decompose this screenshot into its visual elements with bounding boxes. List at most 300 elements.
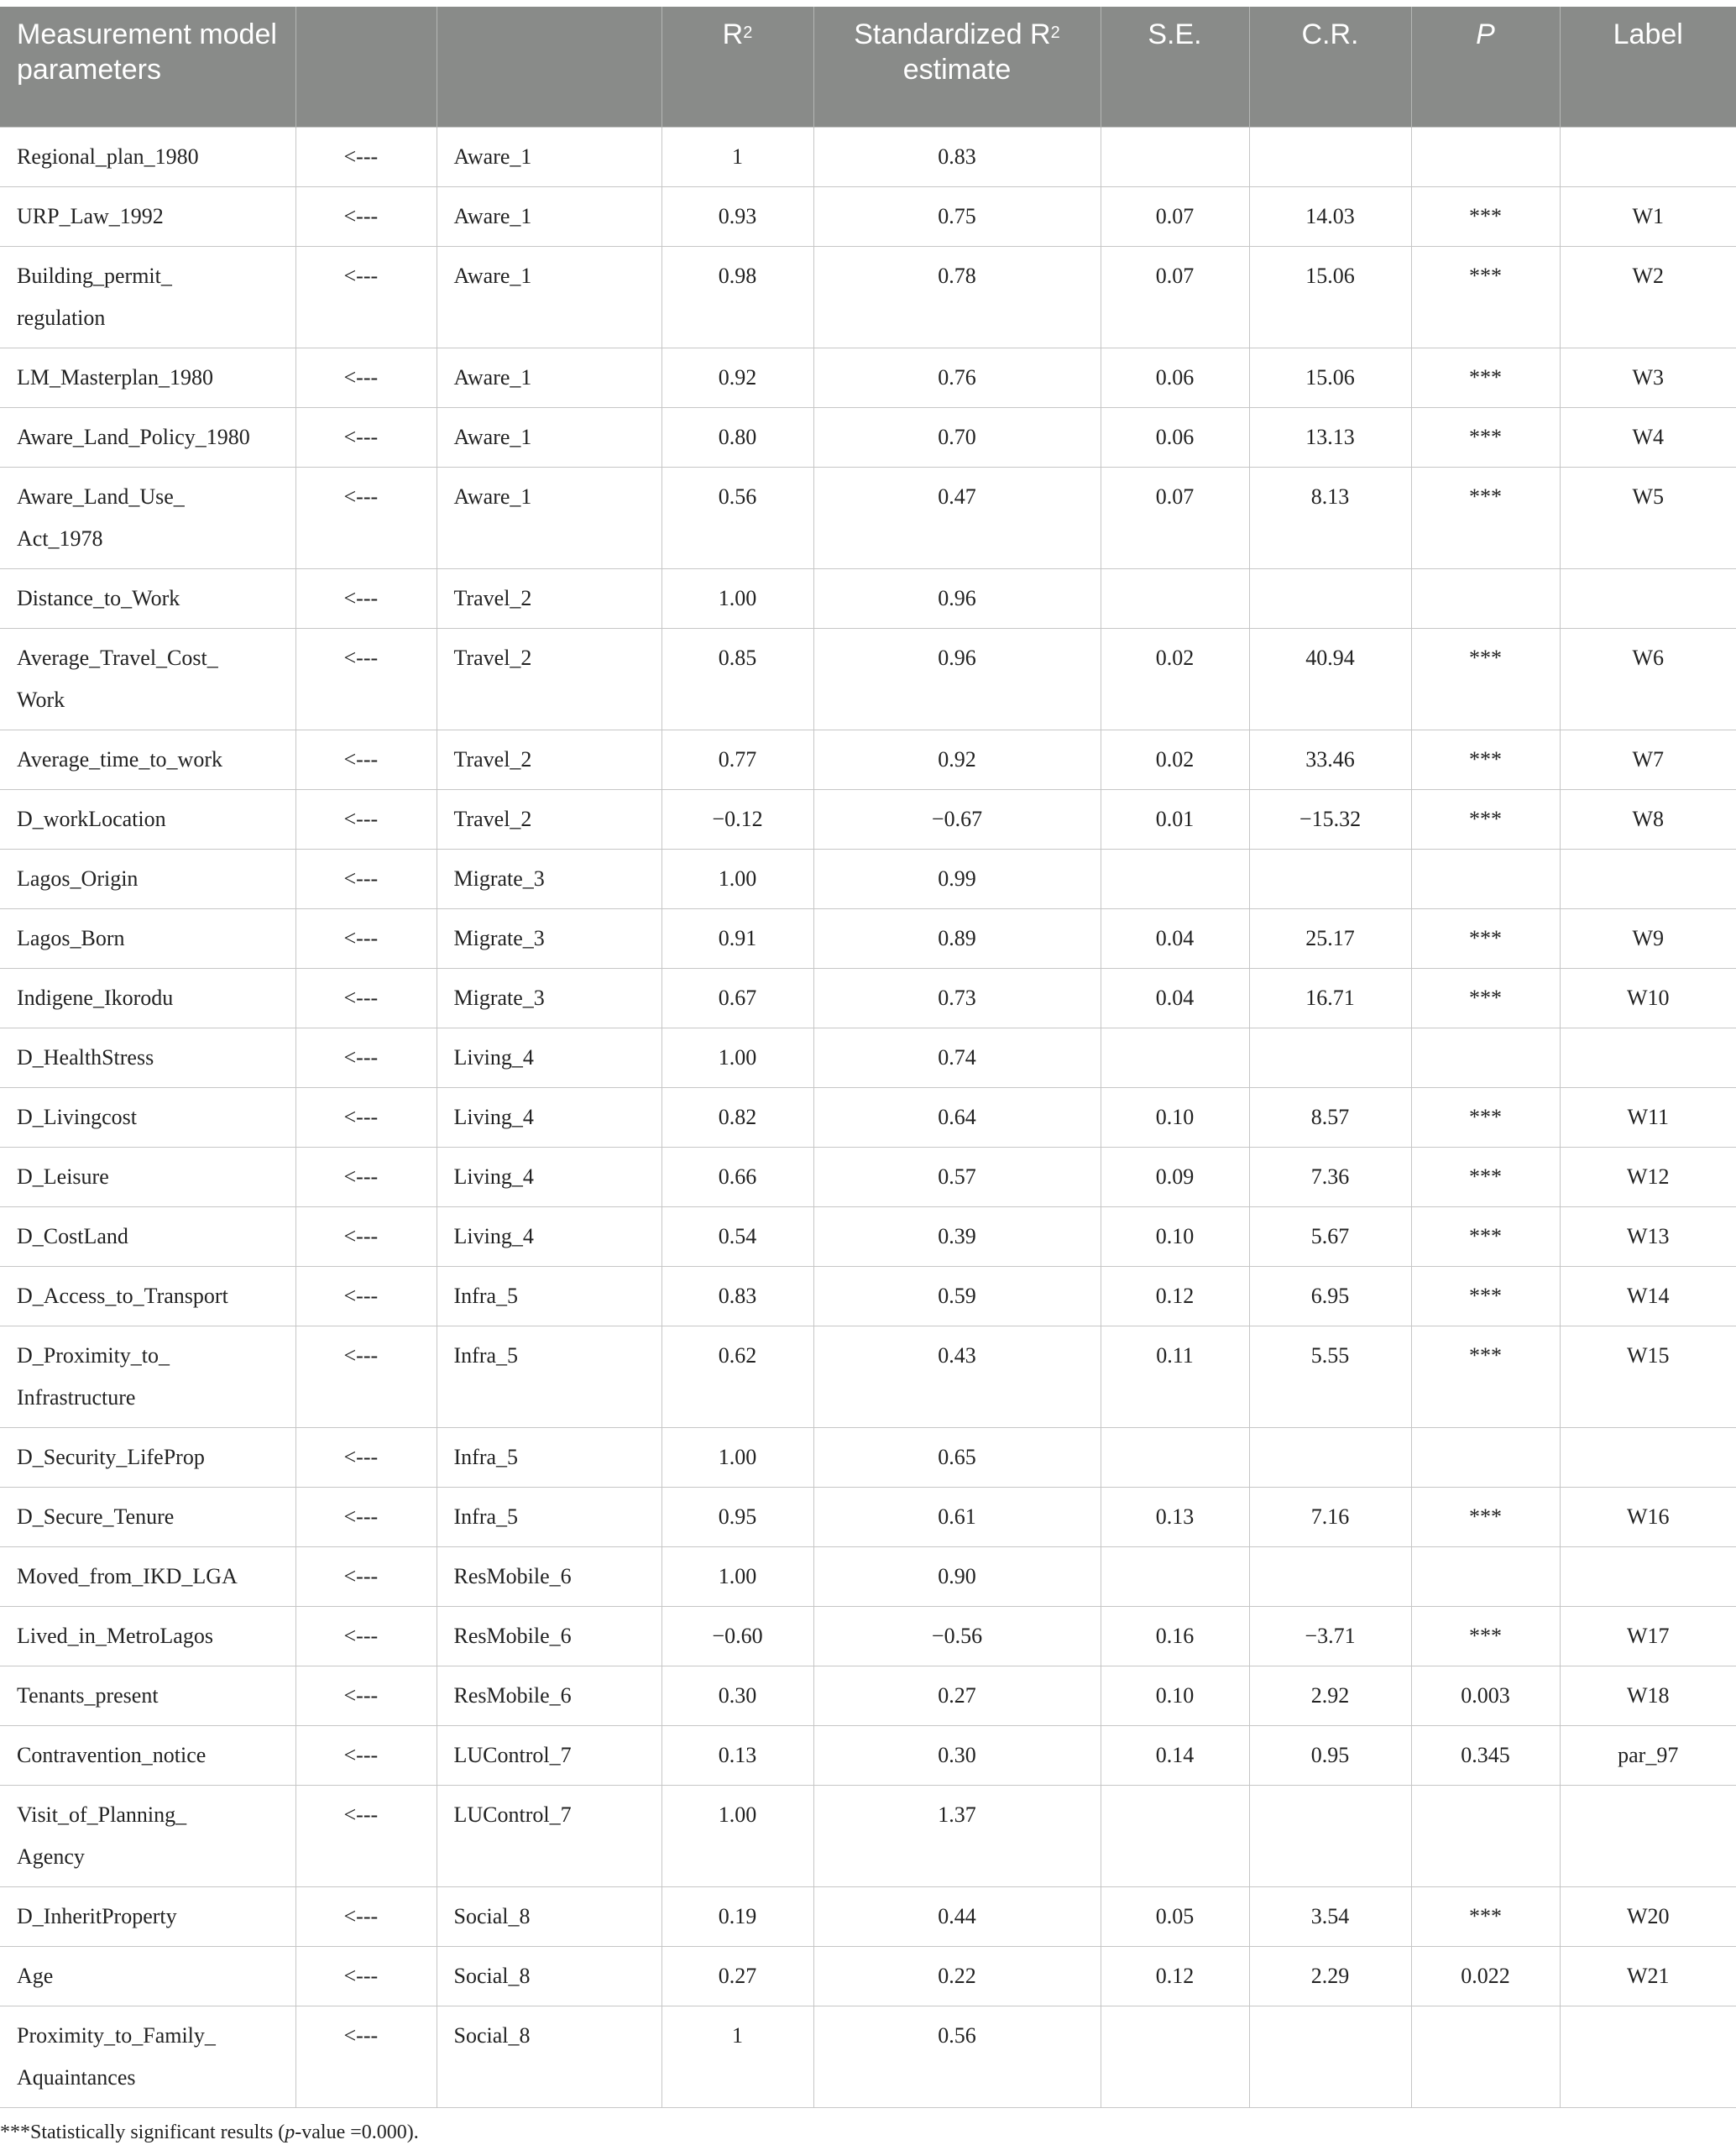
table-row — [0, 1206, 1736, 1266]
cell-factor: Infra_5 — [437, 1487, 661, 1546]
cell-arrow: <--- — [295, 568, 437, 628]
cell-se: 0.12 — [1101, 1266, 1249, 1326]
cell-r2: 0.27 — [661, 1946, 813, 2006]
header-r2-superscript: 2 — [743, 24, 753, 42]
cell-parameter: D_HealthStress — [0, 1028, 295, 1087]
cell-standardized-estimate: 0.22 — [813, 1946, 1101, 2006]
cell-standardized-estimate: 0.96 — [813, 568, 1101, 628]
cell-standardized-estimate: 0.57 — [813, 1147, 1101, 1206]
cell-standardized-estimate: −0.67 — [813, 789, 1101, 849]
cell-arrow: <--- — [295, 849, 437, 908]
cell-parameter: Moved_from_IKD_LGA — [0, 1546, 295, 1606]
cell-cr: 2.29 — [1249, 1946, 1411, 2006]
cell-label: W2 — [1560, 246, 1736, 348]
cell-r2: 0.82 — [661, 1087, 813, 1147]
cell-p — [1411, 1785, 1560, 1886]
cell-factor: Infra_5 — [437, 1326, 661, 1427]
cell-r2: 0.56 — [661, 467, 813, 568]
table-row — [0, 2006, 1736, 2107]
table-row — [0, 789, 1736, 849]
header-arrow — [295, 7, 437, 127]
cell-p: *** — [1411, 968, 1560, 1028]
table-row — [0, 730, 1736, 789]
cell-label: W6 — [1560, 628, 1736, 730]
cell-standardized-estimate: 0.65 — [813, 1427, 1101, 1487]
cell-se — [1101, 1427, 1249, 1487]
table-row — [0, 186, 1736, 246]
cell-p: *** — [1411, 730, 1560, 789]
cell-cr: 16.71 — [1249, 968, 1411, 1028]
cell-factor: Aware_1 — [437, 407, 661, 467]
cell-se — [1101, 849, 1249, 908]
table-row — [0, 1606, 1736, 1666]
cell-p: *** — [1411, 1147, 1560, 1206]
cell-factor: Migrate_3 — [437, 908, 661, 968]
cell-se: 0.10 — [1101, 1666, 1249, 1725]
cell-arrow: <--- — [295, 2006, 437, 2107]
cell-r2: 0.85 — [661, 628, 813, 730]
cell-parameter: D_Access_to_Transport — [0, 1266, 295, 1326]
table-row — [0, 1785, 1736, 1886]
cell-se: 0.05 — [1101, 1886, 1249, 1946]
cell-label — [1560, 2006, 1736, 2107]
table-body — [0, 127, 1736, 2107]
cell-r2: −0.60 — [661, 1606, 813, 1666]
table-row — [0, 1087, 1736, 1147]
cell-label: W15 — [1560, 1326, 1736, 1427]
cell-parameter: D_InheritProperty — [0, 1886, 295, 1946]
cell-arrow: <--- — [295, 246, 437, 348]
cell-r2: 0.54 — [661, 1206, 813, 1266]
cell-label: W9 — [1560, 908, 1736, 968]
cell-factor: Social_8 — [437, 2006, 661, 2107]
cell-label: W5 — [1560, 467, 1736, 568]
cell-r2: 0.91 — [661, 908, 813, 968]
cell-se: 0.07 — [1101, 246, 1249, 348]
cell-standardized-estimate: 0.59 — [813, 1266, 1101, 1326]
cell-r2: 0.62 — [661, 1326, 813, 1427]
cell-p: *** — [1411, 1266, 1560, 1326]
cell-p: *** — [1411, 789, 1560, 849]
table-row — [0, 127, 1736, 186]
header-se: S.E. — [1101, 7, 1249, 127]
cell-se: 0.01 — [1101, 789, 1249, 849]
cell-parameter: Aware_Land_Use_ Act_1978 — [0, 467, 295, 568]
cell-label — [1560, 127, 1736, 186]
cell-cr: 6.95 — [1249, 1266, 1411, 1326]
cell-r2: 1.00 — [661, 1427, 813, 1487]
table-row — [0, 568, 1736, 628]
cell-parameter: LM_Masterplan_1980 — [0, 348, 295, 407]
cell-cr: 3.54 — [1249, 1886, 1411, 1946]
table-row — [0, 246, 1736, 348]
cell-arrow: <--- — [295, 1427, 437, 1487]
cell-p — [1411, 849, 1560, 908]
cell-se: 0.10 — [1101, 1206, 1249, 1266]
cell-factor: Living_4 — [437, 1028, 661, 1087]
measurement-model-table — [0, 7, 1736, 2108]
cell-label: W4 — [1560, 407, 1736, 467]
cell-cr: 0.95 — [1249, 1725, 1411, 1785]
cell-arrow: <--- — [295, 1087, 437, 1147]
footnote-text-a: Statistically significant results ( — [30, 2121, 285, 2143]
cell-standardized-estimate: 0.44 — [813, 1886, 1101, 1946]
cell-arrow: <--- — [295, 1886, 437, 1946]
cell-se — [1101, 1546, 1249, 1606]
cell-factor: Travel_2 — [437, 568, 661, 628]
cell-parameter: Tenants_present — [0, 1666, 295, 1725]
cell-p: *** — [1411, 467, 1560, 568]
cell-factor: Travel_2 — [437, 628, 661, 730]
cell-factor: Migrate_3 — [437, 849, 661, 908]
cell-standardized-estimate: 0.96 — [813, 628, 1101, 730]
cell-arrow: <--- — [295, 1666, 437, 1725]
cell-r2: 1.00 — [661, 568, 813, 628]
cell-r2: 1.00 — [661, 1546, 813, 1606]
header-r2 — [661, 7, 813, 127]
cell-label: W20 — [1560, 1886, 1736, 1946]
cell-se: 0.13 — [1101, 1487, 1249, 1546]
cell-arrow: <--- — [295, 968, 437, 1028]
cell-standardized-estimate: 0.39 — [813, 1206, 1101, 1266]
cell-p: *** — [1411, 628, 1560, 730]
header-label: Label — [1560, 7, 1736, 127]
table-row — [0, 1725, 1736, 1785]
cell-standardized-estimate: 0.76 — [813, 348, 1101, 407]
cell-p — [1411, 127, 1560, 186]
header-p: P — [1411, 7, 1560, 127]
cell-factor: Living_4 — [437, 1087, 661, 1147]
cell-r2: 1.00 — [661, 1028, 813, 1087]
table-header — [0, 7, 1736, 127]
cell-standardized-estimate: 0.27 — [813, 1666, 1101, 1725]
cell-cr: 7.36 — [1249, 1147, 1411, 1206]
cell-p: *** — [1411, 186, 1560, 246]
table-row — [0, 628, 1736, 730]
cell-parameter: Lagos_Origin — [0, 849, 295, 908]
cell-r2: 1.00 — [661, 1785, 813, 1886]
header-factor — [437, 7, 661, 127]
cell-parameter: Proximity_to_Family_ Aquaintances — [0, 2006, 295, 2107]
header-cr: C.R. — [1249, 7, 1411, 127]
cell-p: 0.022 — [1411, 1946, 1560, 2006]
cell-standardized-estimate: 0.64 — [813, 1087, 1101, 1147]
cell-r2: 0.95 — [661, 1487, 813, 1546]
cell-parameter: Average_time_to_work — [0, 730, 295, 789]
cell-se — [1101, 2006, 1249, 2107]
cell-se — [1101, 1028, 1249, 1087]
cell-cr: 25.17 — [1249, 908, 1411, 968]
header-standardized-estimate — [813, 7, 1101, 127]
cell-se: 0.04 — [1101, 968, 1249, 1028]
cell-standardized-estimate: 0.78 — [813, 246, 1101, 348]
cell-arrow: <--- — [295, 348, 437, 407]
header-parameters: Measurement model parameters — [0, 7, 295, 127]
cell-standardized-estimate: 0.99 — [813, 849, 1101, 908]
cell-standardized-estimate: 0.83 — [813, 127, 1101, 186]
cell-parameter: D_Livingcost — [0, 1087, 295, 1147]
cell-se: 0.10 — [1101, 1087, 1249, 1147]
cell-parameter: Building_permit_ regulation — [0, 246, 295, 348]
cell-arrow: <--- — [295, 1546, 437, 1606]
cell-p — [1411, 568, 1560, 628]
cell-p: *** — [1411, 1087, 1560, 1147]
table-row — [0, 1487, 1736, 1546]
cell-r2: 0.77 — [661, 730, 813, 789]
table-row — [0, 849, 1736, 908]
cell-cr — [1249, 1028, 1411, 1087]
cell-label: par_97 — [1560, 1725, 1736, 1785]
cell-factor: Living_4 — [437, 1206, 661, 1266]
table-row — [0, 407, 1736, 467]
cell-parameter: URP_Law_1992 — [0, 186, 295, 246]
cell-standardized-estimate: 0.90 — [813, 1546, 1101, 1606]
cell-standardized-estimate: 0.56 — [813, 2006, 1101, 2107]
cell-p: *** — [1411, 246, 1560, 348]
cell-se: 0.16 — [1101, 1606, 1249, 1666]
cell-p: *** — [1411, 407, 1560, 467]
cell-p: *** — [1411, 1886, 1560, 1946]
cell-arrow: <--- — [295, 186, 437, 246]
cell-label: W3 — [1560, 348, 1736, 407]
table-row — [0, 1946, 1736, 2006]
cell-label: W18 — [1560, 1666, 1736, 1725]
cell-factor: ResMobile_6 — [437, 1546, 661, 1606]
cell-p: 0.345 — [1411, 1725, 1560, 1785]
cell-factor: Aware_1 — [437, 467, 661, 568]
cell-parameter: Age — [0, 1946, 295, 2006]
cell-cr: −15.32 — [1249, 789, 1411, 849]
cell-standardized-estimate: 0.92 — [813, 730, 1101, 789]
cell-se: 0.14 — [1101, 1725, 1249, 1785]
cell-arrow: <--- — [295, 1487, 437, 1546]
cell-arrow: <--- — [295, 628, 437, 730]
cell-factor: Aware_1 — [437, 186, 661, 246]
cell-p — [1411, 1427, 1560, 1487]
cell-se: 0.09 — [1101, 1147, 1249, 1206]
cell-p: 0.003 — [1411, 1666, 1560, 1725]
cell-standardized-estimate: 0.75 — [813, 186, 1101, 246]
table-row — [0, 1147, 1736, 1206]
cell-label: W12 — [1560, 1147, 1736, 1206]
cell-se: 0.11 — [1101, 1326, 1249, 1427]
cell-cr — [1249, 849, 1411, 908]
cell-cr: 14.03 — [1249, 186, 1411, 246]
cell-se: 0.07 — [1101, 467, 1249, 568]
cell-p — [1411, 1028, 1560, 1087]
cell-factor: Aware_1 — [437, 127, 661, 186]
header-r2-text: R — [722, 18, 744, 50]
table-container — [0, 7, 1736, 2145]
cell-p: *** — [1411, 348, 1560, 407]
table-row — [0, 467, 1736, 568]
table-row — [0, 1886, 1736, 1946]
cell-r2: 0.13 — [661, 1725, 813, 1785]
header-row — [0, 7, 1736, 127]
cell-factor: Social_8 — [437, 1886, 661, 1946]
cell-se: 0.12 — [1101, 1946, 1249, 2006]
cell-standardized-estimate: 0.89 — [813, 908, 1101, 968]
cell-parameter: Average_Travel_Cost_ Work — [0, 628, 295, 730]
cell-cr: 15.06 — [1249, 246, 1411, 348]
cell-r2: −0.12 — [661, 789, 813, 849]
cell-parameter: Contravention_notice — [0, 1725, 295, 1785]
cell-parameter: Aware_Land_Policy_1980 — [0, 407, 295, 467]
table-row — [0, 1546, 1736, 1606]
cell-label: W10 — [1560, 968, 1736, 1028]
cell-label: W8 — [1560, 789, 1736, 849]
cell-se: 0.02 — [1101, 730, 1249, 789]
header-std-line1: Standardized R — [854, 18, 1051, 50]
cell-factor: Living_4 — [437, 1147, 661, 1206]
cell-factor: Infra_5 — [437, 1266, 661, 1326]
cell-standardized-estimate: −0.56 — [813, 1606, 1101, 1666]
cell-se — [1101, 568, 1249, 628]
cell-p — [1411, 1546, 1560, 1606]
cell-cr — [1249, 568, 1411, 628]
cell-factor: ResMobile_6 — [437, 1666, 661, 1725]
cell-label: W14 — [1560, 1266, 1736, 1326]
cell-arrow: <--- — [295, 908, 437, 968]
cell-cr: 7.16 — [1249, 1487, 1411, 1546]
cell-cr: 33.46 — [1249, 730, 1411, 789]
cell-parameter: Distance_to_Work — [0, 568, 295, 628]
cell-arrow: <--- — [295, 1326, 437, 1427]
cell-factor: LUControl_7 — [437, 1785, 661, 1886]
cell-parameter: D_Security_LifeProp — [0, 1427, 295, 1487]
cell-parameter: D_Leisure — [0, 1147, 295, 1206]
cell-r2: 0.30 — [661, 1666, 813, 1725]
cell-arrow: <--- — [295, 1028, 437, 1087]
cell-label: W13 — [1560, 1206, 1736, 1266]
cell-cr: 2.92 — [1249, 1666, 1411, 1725]
cell-arrow: <--- — [295, 127, 437, 186]
cell-arrow: <--- — [295, 1606, 437, 1666]
cell-r2: 0.80 — [661, 407, 813, 467]
table-footnote — [0, 2108, 1736, 2145]
cell-arrow: <--- — [295, 1725, 437, 1785]
cell-label: W11 — [1560, 1087, 1736, 1147]
footnote-text-b: -value =0.000). — [295, 2121, 419, 2143]
table-row — [0, 1028, 1736, 1087]
cell-cr: 8.13 — [1249, 467, 1411, 568]
footnote-stars: *** — [0, 2121, 30, 2143]
cell-arrow: <--- — [295, 730, 437, 789]
cell-arrow: <--- — [295, 467, 437, 568]
cell-p: *** — [1411, 908, 1560, 968]
cell-parameter: Regional_plan_1980 — [0, 127, 295, 186]
cell-parameter: D_Secure_Tenure — [0, 1487, 295, 1546]
cell-label: W7 — [1560, 730, 1736, 789]
cell-arrow: <--- — [295, 1785, 437, 1886]
cell-standardized-estimate: 0.70 — [813, 407, 1101, 467]
cell-r2: 0.19 — [661, 1886, 813, 1946]
cell-p: *** — [1411, 1206, 1560, 1266]
cell-se: 0.07 — [1101, 186, 1249, 246]
cell-se — [1101, 127, 1249, 186]
cell-cr: 40.94 — [1249, 628, 1411, 730]
cell-parameter: D_CostLand — [0, 1206, 295, 1266]
cell-cr — [1249, 2006, 1411, 2107]
cell-factor: Aware_1 — [437, 246, 661, 348]
cell-parameter: D_workLocation — [0, 789, 295, 849]
cell-label — [1560, 1028, 1736, 1087]
cell-factor: Travel_2 — [437, 789, 661, 849]
cell-parameter: Indigene_Ikorodu — [0, 968, 295, 1028]
cell-label — [1560, 1785, 1736, 1886]
cell-standardized-estimate: 1.37 — [813, 1785, 1101, 1886]
cell-standardized-estimate: 0.74 — [813, 1028, 1101, 1087]
cell-label — [1560, 1546, 1736, 1606]
cell-se: 0.06 — [1101, 348, 1249, 407]
cell-cr — [1249, 1546, 1411, 1606]
cell-label: W17 — [1560, 1606, 1736, 1666]
cell-se: 0.06 — [1101, 407, 1249, 467]
cell-cr: 8.57 — [1249, 1087, 1411, 1147]
cell-parameter: Lagos_Born — [0, 908, 295, 968]
cell-r2: 0.83 — [661, 1266, 813, 1326]
cell-cr: 5.55 — [1249, 1326, 1411, 1427]
cell-cr: 13.13 — [1249, 407, 1411, 467]
cell-r2: 0.92 — [661, 348, 813, 407]
cell-p: *** — [1411, 1487, 1560, 1546]
cell-arrow: <--- — [295, 789, 437, 849]
cell-se: 0.04 — [1101, 908, 1249, 968]
cell-factor: Travel_2 — [437, 730, 661, 789]
cell-label — [1560, 568, 1736, 628]
cell-arrow: <--- — [295, 1946, 437, 2006]
cell-factor: ResMobile_6 — [437, 1606, 661, 1666]
cell-r2: 0.66 — [661, 1147, 813, 1206]
header-std-line2: estimate — [902, 54, 1012, 86]
cell-cr: 15.06 — [1249, 348, 1411, 407]
header-std-superscript: 2 — [1050, 24, 1060, 42]
table-row — [0, 1666, 1736, 1725]
cell-se — [1101, 1785, 1249, 1886]
cell-p: *** — [1411, 1606, 1560, 1666]
cell-parameter: Lived_in_MetroLagos — [0, 1606, 295, 1666]
cell-r2: 0.67 — [661, 968, 813, 1028]
cell-cr — [1249, 1427, 1411, 1487]
cell-se: 0.02 — [1101, 628, 1249, 730]
cell-standardized-estimate: 0.61 — [813, 1487, 1101, 1546]
cell-r2: 1 — [661, 2006, 813, 2107]
cell-p: *** — [1411, 1326, 1560, 1427]
cell-standardized-estimate: 0.47 — [813, 467, 1101, 568]
cell-r2: 0.98 — [661, 246, 813, 348]
cell-standardized-estimate: 0.43 — [813, 1326, 1101, 1427]
table-row — [0, 348, 1736, 407]
cell-factor: Migrate_3 — [437, 968, 661, 1028]
table-row — [0, 968, 1736, 1028]
cell-label: W1 — [1560, 186, 1736, 246]
footnote-p-italic: p — [285, 2121, 295, 2143]
cell-arrow: <--- — [295, 1266, 437, 1326]
cell-label — [1560, 1427, 1736, 1487]
cell-factor: Infra_5 — [437, 1427, 661, 1487]
table-row — [0, 1427, 1736, 1487]
cell-arrow: <--- — [295, 407, 437, 467]
cell-parameter: Visit_of_Planning_ Agency — [0, 1785, 295, 1886]
cell-arrow: <--- — [295, 1206, 437, 1266]
cell-label: W16 — [1560, 1487, 1736, 1546]
cell-r2: 1.00 — [661, 849, 813, 908]
cell-cr — [1249, 1785, 1411, 1886]
cell-r2: 1 — [661, 127, 813, 186]
cell-r2: 0.93 — [661, 186, 813, 246]
cell-factor: Social_8 — [437, 1946, 661, 2006]
cell-arrow: <--- — [295, 1147, 437, 1206]
